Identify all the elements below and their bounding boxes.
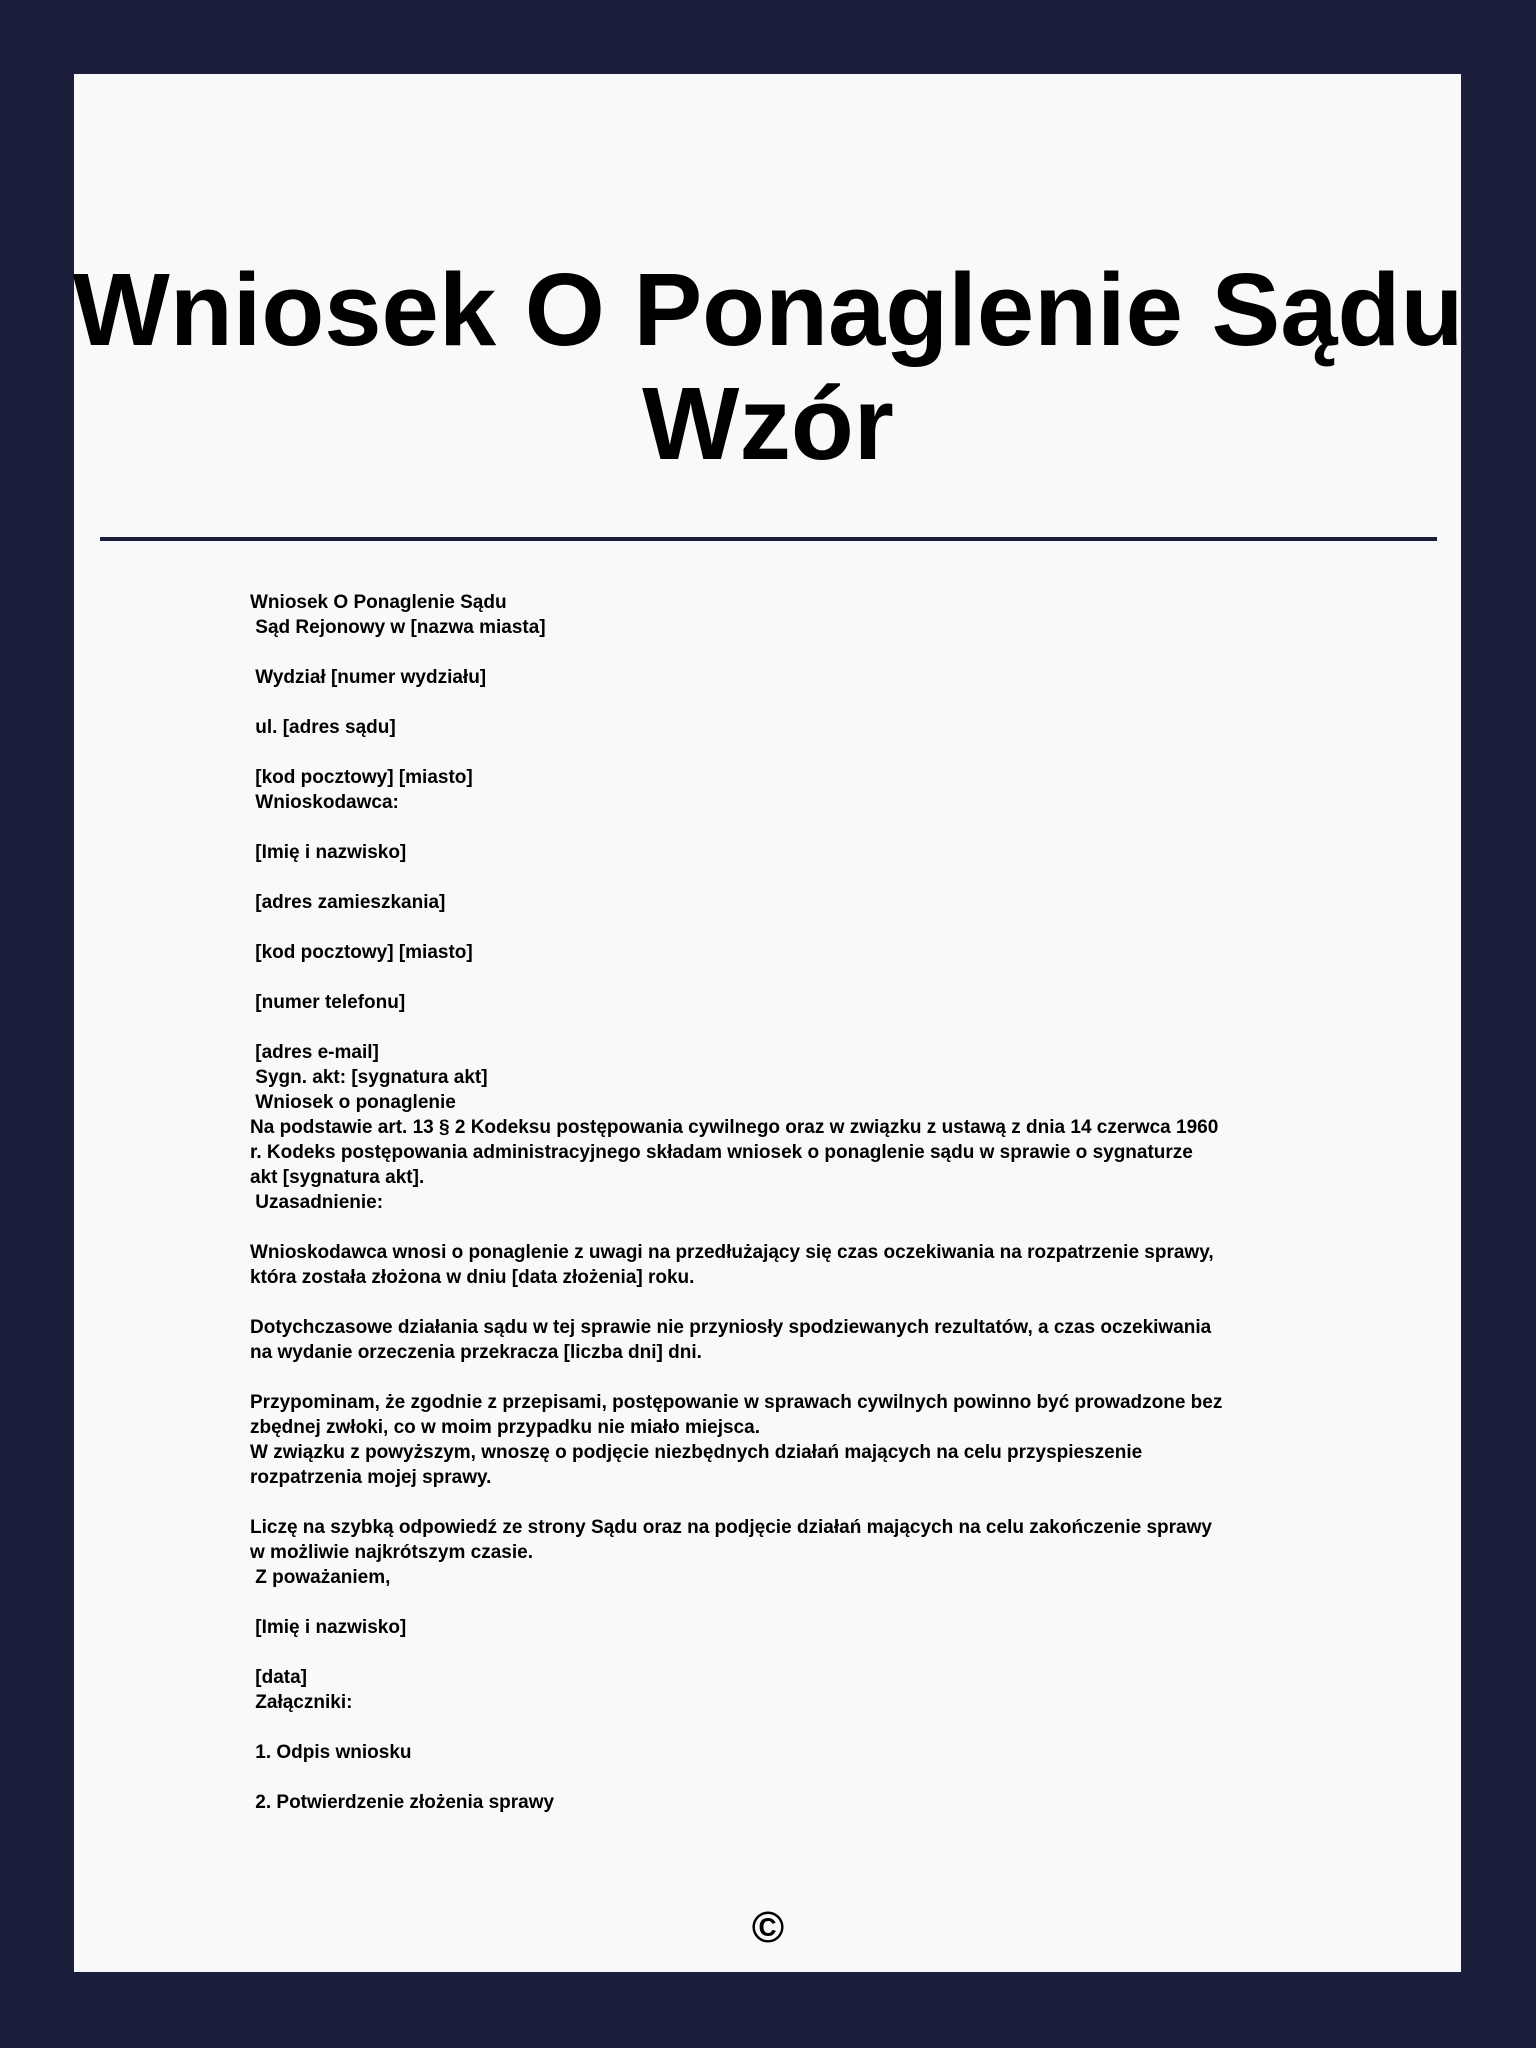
document-line xyxy=(250,1015,1222,1040)
document-line: ul. [adres sądu] xyxy=(250,717,396,738)
document-line: Liczę na szybką odpowiedź ze strony Sądu oraz na podjęcie działań mających na celu zakończenie sprawy xyxy=(250,1517,1212,1538)
document-line: 1. Odpis wniosku xyxy=(250,1742,412,1763)
document-line: Wnioskodawca wnosi o ponaglenie z uwagi na przedłużający się czas oczekiwania na rozpatrzenie sprawy, xyxy=(250,1242,1214,1263)
document-line: Sygn. akt: [sygnatura akt] xyxy=(250,1067,488,1088)
divider xyxy=(100,537,1437,541)
document-line xyxy=(250,1215,1222,1240)
document-line: [data] xyxy=(250,1667,307,1688)
document-line xyxy=(250,1365,1222,1390)
document-line: Wydział [numer wydziału] xyxy=(250,667,487,688)
document-line: zbędnej zwłoki, co w moim przypadku nie miało miejsca. xyxy=(250,1417,760,1438)
document-line: Sąd Rejonowy w [nazwa miasta] xyxy=(250,617,546,638)
document-line xyxy=(250,1590,1222,1615)
document-line xyxy=(250,640,1222,665)
document-line: [numer telefonu] xyxy=(250,992,406,1013)
document-line xyxy=(250,1290,1222,1315)
document-line: Dotychczasowe działania sądu w tej sprawie nie przyniosły spodziewanych rezultatów, a czas oczekiwania xyxy=(250,1317,1212,1338)
document-line: [Imię i nazwisko] xyxy=(250,842,407,863)
document-body xyxy=(250,590,1222,1815)
document-line xyxy=(250,1490,1222,1515)
page-title xyxy=(0,253,1536,481)
document-line: Wniosek o ponaglenie xyxy=(250,1092,456,1113)
document-line: r. Kodeks postępowania administracyjnego składam wniosek o ponaglenie sądu w sprawie o sygnaturze xyxy=(250,1142,1193,1163)
document-line xyxy=(250,1765,1222,1790)
document-line: w możliwie najkrótszym czasie. xyxy=(250,1542,533,1563)
document-line: Załączniki: xyxy=(250,1692,353,1713)
document-line: Wnioskodawca: xyxy=(250,792,399,813)
document-line: 2. Potwierdzenie złożenia sprawy xyxy=(250,1792,555,1813)
document-line xyxy=(250,1715,1222,1740)
document-line: rozpatrzenia mojej sprawy. xyxy=(250,1467,492,1488)
copyright-symbol: © xyxy=(751,1903,785,1952)
document-line: Na podstawie art. 13 § 2 Kodeksu postępowania cywilnego oraz w związku z ustawą z dnia 14 czerwca 1960 xyxy=(250,1117,1219,1138)
document-line xyxy=(250,815,1222,840)
document-line xyxy=(250,740,1222,765)
document-line: Uzasadnienie: xyxy=(250,1192,384,1213)
document-line: Przypominam, że zgodnie z przepisami, postępowanie w sprawach cywilnych powinno być prowadzone bez xyxy=(250,1392,1223,1413)
title-line: Wzór xyxy=(642,366,894,481)
title-line: Wniosek O Ponaglenie Sądu xyxy=(72,252,1464,367)
document-line: W związku z powyższym, wnoszę o podjęcie niezbędnych działań mających na celu przyspieszenie xyxy=(250,1442,1143,1463)
document-line: Wniosek O Ponaglenie Sądu xyxy=(250,592,507,613)
document-line: [adres e-mail] xyxy=(250,1042,379,1063)
document-line xyxy=(250,1640,1222,1665)
document-line xyxy=(250,690,1222,715)
document-line xyxy=(250,965,1222,990)
document-line xyxy=(250,915,1222,940)
document-line: [Imię i nazwisko] xyxy=(250,1617,407,1638)
document-line: akt [sygnatura akt]. xyxy=(250,1167,425,1188)
document-line: na wydanie orzeczenia przekracza [liczba dni] dni. xyxy=(250,1342,702,1363)
document-line: [kod pocztowy] [miasto] xyxy=(250,767,473,788)
document-line: [adres zamieszkania] xyxy=(250,892,446,913)
document-line xyxy=(250,865,1222,890)
document-line: Z poważaniem, xyxy=(250,1567,391,1588)
document-line: [kod pocztowy] [miasto] xyxy=(250,942,473,963)
document-line: która została złożona w dniu [data złożenia] roku. xyxy=(250,1267,695,1288)
